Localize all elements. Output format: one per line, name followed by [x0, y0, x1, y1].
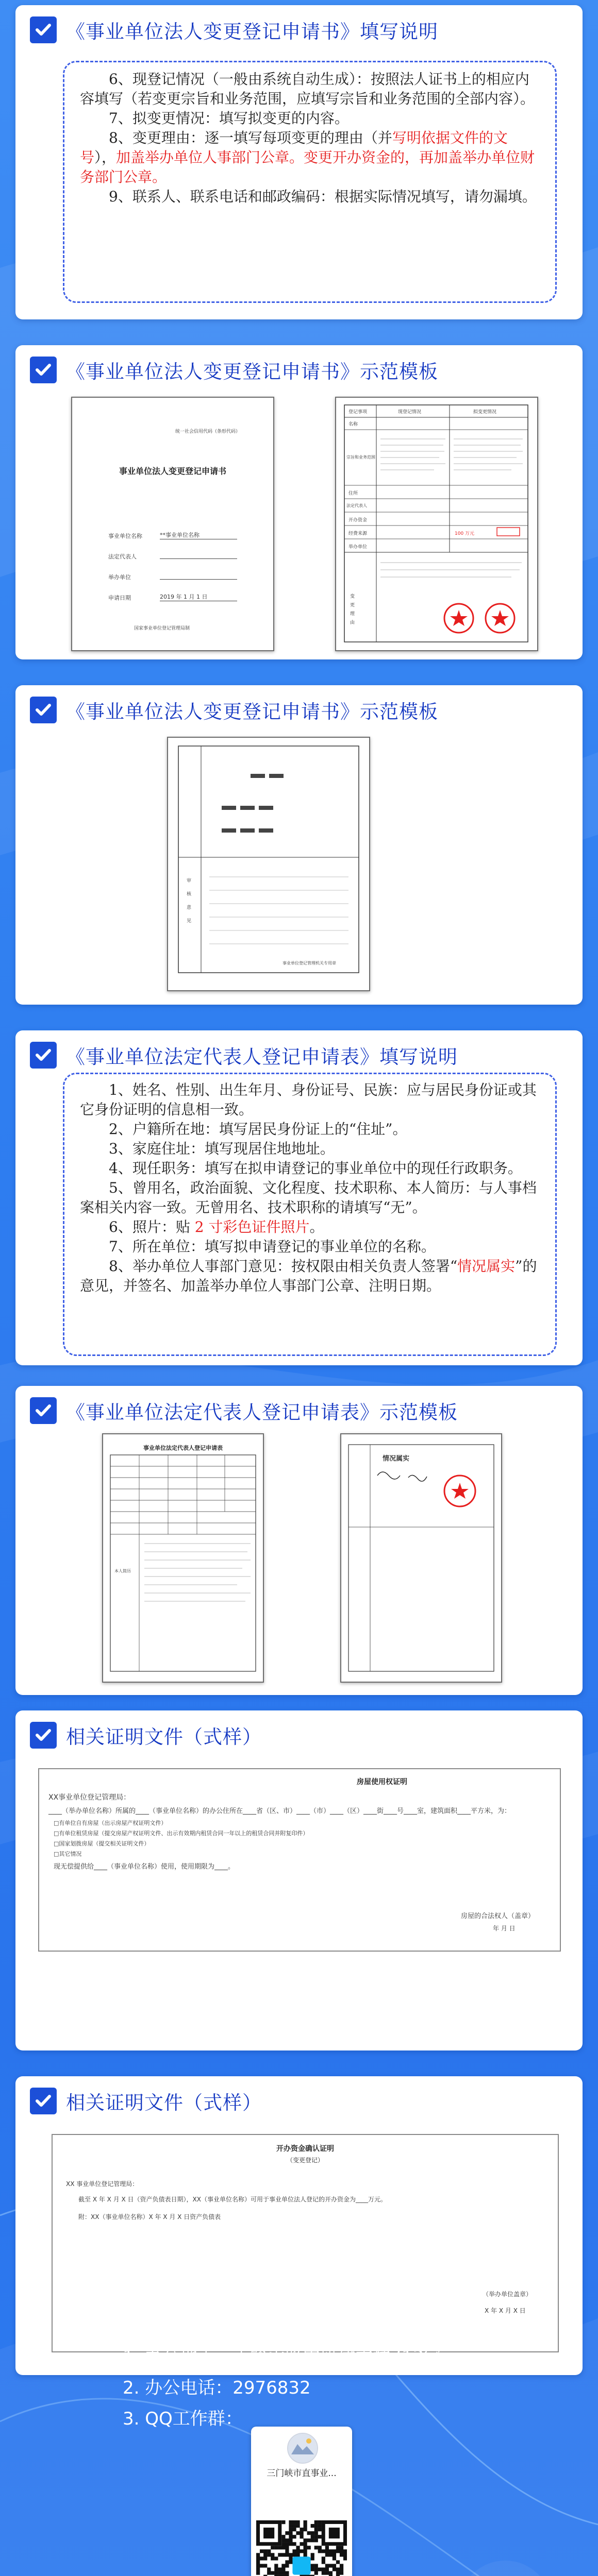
highlight-text: 加盖举办单位人事部门公章。变更开办资金的，再加盖举办单位财务部门公章。 [80, 149, 535, 185]
note-text: 8、举办单位人事部门意见：按权限由相关负责人签署“ [109, 1258, 458, 1275]
highlight-text: 2 寸彩色证件照片 [194, 1218, 310, 1235]
contact-qq-group: 3. QQ工作群： [123, 2409, 243, 2429]
note-text: 1、姓名、性别、出生年月、身份证号、民族：应与居民身份证或其它身份证明的信息相一致。 [80, 1081, 537, 1118]
row-label: 名称 [348, 422, 358, 427]
note-paragraph [80, 1120, 540, 1139]
col-header: 拟变更情况 [473, 410, 497, 415]
money-value: 100 万元 [455, 531, 475, 536]
instructions-box [63, 1073, 557, 1356]
document-line: 现无偿提供给____（事业单位名称）使用，使用期限为____。 [54, 1863, 235, 1871]
note-paragraph [80, 1080, 540, 1120]
document-line: 截至 X 年 X 月 X 日（资产负债表日期），XX（事业单位名称）可用于事业单位法人登记的开办资金为____万元。 [78, 2196, 387, 2203]
note-text: 3、家庭住址：填写现居住地地址。 [109, 1140, 335, 1157]
checkbox-checked-icon [30, 697, 57, 723]
checkbox-checked-icon [30, 16, 57, 43]
card-header [30, 696, 438, 724]
note-text: 5、曾用名，政治面貌、文化程度、技术职称、本人简历：与人事档案相关内容一致。无曾用名、技术职称的请填写“无”。 [80, 1179, 537, 1216]
field-label: 法定代表人 [108, 553, 137, 560]
col-header: 现登记情况 [398, 410, 422, 415]
contact-list [123, 2342, 545, 2434]
note-paragraph [80, 70, 540, 109]
row-label: 本人简历 [114, 1569, 131, 1573]
row-label: 经费来源 [348, 531, 368, 536]
row-label: 举办单位 [348, 545, 368, 550]
card-change-instructions [15, 5, 583, 319]
document-subheading: （变更登记） [286, 2157, 324, 2164]
property-proof-document [38, 1768, 561, 1952]
checkbox-checked-icon [30, 2088, 57, 2114]
row-label: 法定代表人 [346, 503, 367, 508]
note-text: 。 [309, 1218, 324, 1235]
col-header: 登记事项 [348, 410, 368, 415]
document-heading: 开办资金确认证明 [276, 2145, 334, 2153]
note-text: 7、拟变更情况：填写拟变更的内容。 [109, 110, 349, 127]
note-paragraph [80, 1257, 540, 1296]
card-header [30, 15, 438, 44]
note-text: 6、照片：贴 [109, 1218, 195, 1235]
card-header [30, 2087, 262, 2115]
document-line: 附：XX（事业单位名称）X 年 X 月 X 日资产负债表 [78, 2213, 221, 2221]
change-table-thumbnail [335, 397, 538, 651]
note-paragraph [80, 1139, 540, 1159]
highlight-text: 情况属实 [457, 1258, 516, 1275]
document-heading: 房屋使用权证明 [357, 1778, 407, 1786]
form-grid [168, 738, 369, 990]
note-text: 9、联系人、联系电话和邮政编码：根据实际情况填写，请勿漏填。 [109, 188, 537, 205]
qr-account-name: 三门峡市直事业... [267, 2468, 337, 2479]
side-label: 意 [187, 905, 192, 910]
field-value: **事业单位名称 [160, 531, 237, 539]
section-title: 相关证明文件（式样） [66, 2092, 262, 2114]
side-label: 见 [187, 919, 192, 924]
note-paragraph [80, 187, 540, 207]
card-header [30, 1721, 262, 1750]
document-date: X 年 X 月 X 日 [485, 2307, 526, 2314]
card-header [30, 1041, 458, 1070]
section-title: 《事业单位法定代表人登记申请表》填写说明 [66, 1046, 458, 1068]
field-label: 举办单位 [108, 574, 131, 581]
note-text: 4、现任职务：填写在拟申请登记的事业单位中的现任行政职务。 [109, 1160, 522, 1177]
checkbox-checked-icon [30, 1722, 57, 1749]
card-capital-certificate [15, 2076, 583, 2375]
card-property-certificate [15, 1710, 583, 2050]
official-seal-icon [486, 604, 514, 633]
seal-caption: 事业单位登记管理机关专用章 [283, 961, 336, 965]
section-title: 相关证明文件（式样） [66, 1726, 262, 1748]
note-paragraph [80, 1237, 540, 1257]
official-seal-icon [444, 1476, 475, 1506]
table-grid [336, 398, 537, 650]
section-title: 《事业单位法人变更登记申请书》示范模板 [66, 701, 438, 723]
document-date: 年 月 日 [493, 1925, 516, 1932]
card-change-template-1 [15, 345, 583, 659]
official-seal-icon [444, 604, 473, 633]
cover-heading: 事业单位法人变更登记申请书 [119, 466, 226, 476]
document-signature: （举办单位盖章） [483, 2291, 533, 2298]
checkbox-checked-icon [30, 1397, 57, 1424]
card-legal-rep-template [15, 1386, 583, 1695]
card-header [30, 1396, 458, 1425]
document-line: □有单位自有房屋（出示房屋产权证明文件） [54, 1820, 167, 1826]
document-line: XX事业单位登记管理局： [48, 1793, 131, 1802]
credit-code-line: 统一社会信用代码（条形代码） [175, 429, 241, 434]
note-paragraph [80, 1159, 540, 1178]
card-legal-rep-instructions [15, 1030, 583, 1365]
form-heading: 事业单位法定代表人登记申请表 [143, 1445, 223, 1451]
section-title: 《事业单位法定代表人登记申请表》示范模板 [66, 1401, 458, 1423]
row-label: 住所 [348, 491, 358, 496]
note-paragraph [80, 1178, 540, 1217]
row-label: 变更理由 [349, 594, 354, 629]
group-avatar [287, 2433, 318, 2464]
note-text: 8、变更理由：逐一填写每项变更的理由（并 [109, 129, 392, 146]
document-line: □其它情况 [54, 1851, 82, 1857]
field-value: 2019 年 1 月 1 日 [160, 592, 237, 601]
document-line: ____（举办单位名称）所属的____（事业单位名称）的办公住所在____省（区、市）____（市）____（区）____街____号____室，建筑面积____平方米，为： [48, 1807, 511, 1815]
card-change-template-2 [15, 685, 583, 1005]
document-signature: 房屋的合法权人（盖章） [461, 1912, 535, 1920]
row-label: 开办资金 [348, 518, 368, 523]
note-paragraph [80, 109, 540, 128]
approval-form-thumbnail [167, 737, 370, 991]
capital-proof-document [52, 2134, 559, 2352]
note-text: 2、户籍所在地：填写居民身份证上的“住址”。 [109, 1121, 407, 1138]
legal-rep-form-thumbnail [102, 1433, 264, 1683]
section-title: 《事业单位法人变更登记申请书》填写说明 [66, 21, 438, 43]
side-label: 核 [187, 892, 192, 897]
instructions-box [63, 61, 557, 303]
contact-address: 1. 办公地点：市崤山路中段建委楼713室 [123, 2347, 442, 2367]
opinion-page-thumbnail [340, 1433, 502, 1683]
row-label: 宗旨和业务范围 [346, 455, 375, 460]
field-label: 申请日期 [108, 595, 131, 601]
contact-phone: 2. 办公电话：2976832 [123, 2378, 311, 2398]
note-text: 7、所在单位：填写拟申请登记的事业单位的名称。 [109, 1238, 436, 1255]
document-line: XX 事业单位登记管理局： [66, 2180, 139, 2188]
highlight-text: 写明依据文件的文号 [80, 129, 508, 166]
publisher-line: 国家事业单位登记管理局制 [134, 626, 190, 631]
note-text: 6、现登记情况（一般由系统自动生成）：按照法人证书上的相应内容填写（若变更宗旨和业务范围，应填写宗旨和业务范围的全部内容）。 [80, 71, 535, 107]
qr-code-icon [256, 2520, 347, 2576]
qq-group-qr-card[interactable] [251, 2427, 352, 2576]
note-text: ”的意见，并签名、加盖举办单位人事部门公章、注明日期。 [80, 1258, 537, 1294]
section-title: 《事业单位法人变更登记申请书》示范模板 [66, 361, 438, 383]
side-label: 审 [187, 878, 192, 884]
checkbox-checked-icon [30, 357, 57, 383]
opinion-text: 情况属实 [383, 1455, 410, 1463]
note-paragraph [80, 128, 540, 187]
document-line: □国家划拨房屋（提交相关证明文件） [54, 1840, 150, 1847]
cover-page-thumbnail [71, 397, 274, 651]
note-paragraph [80, 1217, 540, 1237]
note-text: ）， [94, 149, 117, 166]
contact-heading: 如有疑问可咨询: [120, 2294, 279, 2317]
card-header [30, 355, 438, 384]
form-grid [341, 1434, 501, 1682]
form-grid [103, 1434, 263, 1682]
field-label: 事业单位名称 [108, 533, 142, 539]
document-line: □有单位租赁房屋（提交房屋产权证明文件、出示有效期内租赁合同一年以上的租赁合同并附复印件） [54, 1830, 309, 1837]
checkbox-checked-icon [30, 1042, 57, 1069]
